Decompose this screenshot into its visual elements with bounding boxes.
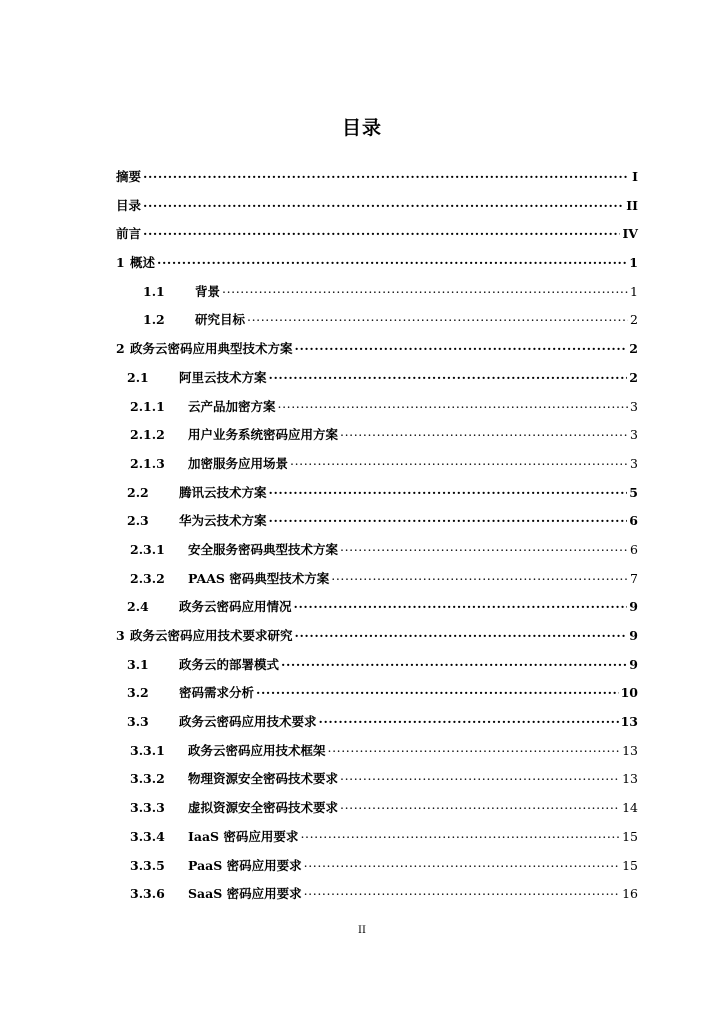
toc-entry-number: 2.3.2	[130, 570, 165, 586]
toc-entry-label: 虚拟资源安全密码技术要求	[188, 800, 339, 816]
toc-leader-dots	[300, 827, 620, 841]
toc-entry-label: 政务云的部署模式	[179, 656, 280, 672]
page-title: 目录	[341, 117, 382, 139]
toc-entry-page: 7	[630, 570, 638, 586]
toc-entry[interactable]	[116, 368, 638, 397]
toc-leader-dots	[340, 798, 620, 812]
toc-leader-dots	[290, 454, 628, 468]
toc-entry-label: 物理资源安全密码技术要求	[188, 771, 339, 787]
toc-leader-dots	[143, 224, 620, 238]
toc-entry-page: 2	[629, 341, 638, 357]
toc-entry-page: 13	[622, 742, 638, 758]
toc-entry-page: 6	[629, 513, 638, 529]
toc-entry-label: 目录	[116, 197, 142, 213]
toc-entry-number: 2.1	[127, 369, 149, 385]
toc-entry-number: 2.1.3	[130, 455, 165, 471]
toc-entry-label: 华为云技术方案	[179, 513, 267, 529]
toc-entry-number: 1.1	[143, 283, 165, 299]
toc-entry-page: IV	[622, 226, 638, 242]
toc-leader-dots	[269, 483, 628, 497]
toc-leader-dots	[328, 741, 621, 755]
toc-leader-dots	[143, 196, 624, 210]
toc-entry-page: 13	[620, 714, 638, 730]
toc-entry-label: PaaS 密码应用要求	[188, 857, 302, 873]
toc-entry-label: 摘要	[116, 169, 142, 184]
toc-entry-page: 1	[630, 283, 638, 299]
toc-leader-dots	[281, 655, 627, 669]
toc-entry-label: 腾讯云技术方案	[179, 484, 267, 500]
toc-entry-number: 3	[116, 628, 125, 643]
toc-entry-page: II	[626, 197, 638, 213]
toc-entry-number: 3.1	[127, 656, 149, 672]
toc-entry-label: 研究目标	[195, 312, 246, 328]
toc-entry-number: 2.3.1	[130, 541, 165, 557]
toc-entry-page: 5	[629, 484, 638, 500]
toc-entry-page: 3	[630, 455, 638, 471]
table-of-contents	[116, 167, 638, 913]
toc-entry-page: 10	[620, 685, 638, 701]
toc-entry-number: 3.3.3	[130, 800, 165, 816]
toc-leader-dots	[269, 368, 628, 382]
toc-entry-number: 2	[116, 341, 125, 357]
toc-leader-dots	[294, 597, 628, 611]
toc-entry-number: 3.3.1	[130, 742, 165, 758]
toc-entry-label: IaaS 密码应用要求	[188, 828, 299, 844]
toc-entry[interactable]	[116, 626, 638, 655]
toc-leader-dots	[143, 167, 628, 181]
toc-entry-label: 用户业务系统密码应用方案	[188, 427, 339, 443]
toc-leader-dots	[295, 339, 628, 353]
toc-entry[interactable]	[116, 569, 638, 598]
toc-entry-number: 2.4	[127, 599, 149, 615]
toc-entry-page: 9	[629, 656, 638, 672]
toc-entry[interactable]	[116, 856, 638, 885]
toc-entry-number: 3.2	[127, 685, 149, 701]
toc-entry-page: 14	[622, 800, 638, 816]
toc-entry[interactable]	[116, 683, 638, 712]
toc-leader-dots	[331, 569, 628, 583]
toc-leader-dots	[340, 425, 628, 439]
toc-entry[interactable]	[116, 511, 638, 540]
toc-entry[interactable]	[116, 540, 638, 569]
toc-entry-page: 3	[630, 427, 638, 443]
toc-entry-page: 9	[629, 628, 638, 643]
toc-leader-dots	[304, 884, 620, 898]
toc-entry[interactable]	[116, 741, 638, 770]
toc-leader-dots	[157, 253, 627, 267]
toc-entry-page: 13	[622, 771, 638, 787]
toc-entry[interactable]	[116, 397, 638, 426]
toc-leader-dots	[256, 683, 619, 697]
toc-entry-label: 加密服务应用场景	[188, 455, 289, 471]
toc-entry[interactable]	[116, 483, 638, 512]
toc-entry-label: PAAS 密码典型技术方案	[188, 570, 330, 586]
toc-entry-label: 政务云密码应用技术要求	[179, 714, 317, 730]
toc-leader-dots	[269, 511, 628, 525]
toc-entry[interactable]	[116, 224, 638, 253]
toc-entry-page: 6	[630, 541, 638, 557]
toc-entry[interactable]	[116, 597, 638, 626]
toc-entry[interactable]	[116, 425, 638, 454]
toc-entry-label: 密码需求分析	[179, 685, 255, 701]
toc-entry-label: 阿里云技术方案	[179, 369, 267, 385]
toc-entry-page: 15	[622, 857, 638, 873]
toc-entry-label: 政务云密码应用技术要求研究	[130, 628, 293, 643]
toc-entry[interactable]	[116, 884, 638, 913]
toc-entry[interactable]	[116, 454, 638, 483]
toc-entry-label: 前言	[116, 226, 142, 242]
toc-entry-page: 3	[630, 398, 638, 414]
toc-entry-label: SaaS 密码应用要求	[188, 886, 302, 902]
toc-entry[interactable]	[116, 310, 638, 339]
toc-entry[interactable]	[116, 798, 638, 827]
toc-entry-number: 3.3.2	[130, 771, 165, 787]
toc-entry[interactable]	[116, 769, 638, 798]
toc-entry[interactable]	[116, 282, 638, 311]
toc-entry-label: 背景	[195, 283, 221, 299]
toc-entry-page: I	[632, 169, 638, 184]
toc-leader-dots	[222, 282, 628, 296]
toc-leader-dots	[295, 626, 628, 640]
toc-entry-number: 2.3	[127, 513, 149, 529]
toc-entry[interactable]	[116, 827, 638, 856]
toc-leader-dots	[340, 769, 620, 783]
toc-entry-page: 15	[622, 828, 638, 844]
toc-entry-number: 3.3.5	[130, 857, 165, 873]
toc-entry-label: 政务云密码应用技术框架	[188, 742, 326, 758]
toc-leader-dots	[340, 540, 628, 554]
toc-entry-label: 安全服务密码典型技术方案	[188, 541, 339, 557]
toc-entry-label: 概述	[130, 255, 156, 271]
toc-entry[interactable]	[116, 712, 638, 741]
toc-entry-number: 1	[116, 255, 125, 271]
toc-entry-number: 2.2	[127, 484, 149, 500]
toc-entry-number: 3.3	[127, 714, 149, 730]
toc-entry-label: 云产品加密方案	[188, 398, 276, 414]
toc-entry-page: 9	[629, 599, 638, 615]
toc-entry[interactable]	[116, 196, 638, 225]
toc-entry[interactable]	[116, 167, 638, 196]
toc-entry-page: 2	[629, 369, 638, 385]
toc-entry-page: 1	[629, 255, 638, 271]
toc-leader-dots	[247, 310, 628, 324]
toc-entry-number: 2.1.2	[130, 427, 165, 443]
toc-entry[interactable]	[116, 253, 638, 282]
toc-entry-label: 政务云密码应用情况	[179, 599, 292, 615]
toc-entry[interactable]	[116, 339, 638, 368]
toc-entry-number: 2.1.1	[130, 398, 165, 414]
toc-entry-page: 16	[622, 886, 638, 902]
toc-leader-dots	[304, 856, 620, 870]
page-number-footer: II	[358, 925, 366, 936]
toc-leader-dots	[319, 712, 619, 726]
toc-entry-number: 3.3.6	[130, 886, 165, 902]
toc-entry-number: 1.2	[143, 312, 165, 328]
toc-entry-page: 2	[630, 312, 638, 328]
toc-entry-number: 3.3.4	[130, 828, 165, 844]
toc-entry[interactable]	[116, 655, 638, 684]
toc-entry-label: 政务云密码应用典型技术方案	[130, 341, 293, 357]
toc-leader-dots	[278, 397, 628, 411]
